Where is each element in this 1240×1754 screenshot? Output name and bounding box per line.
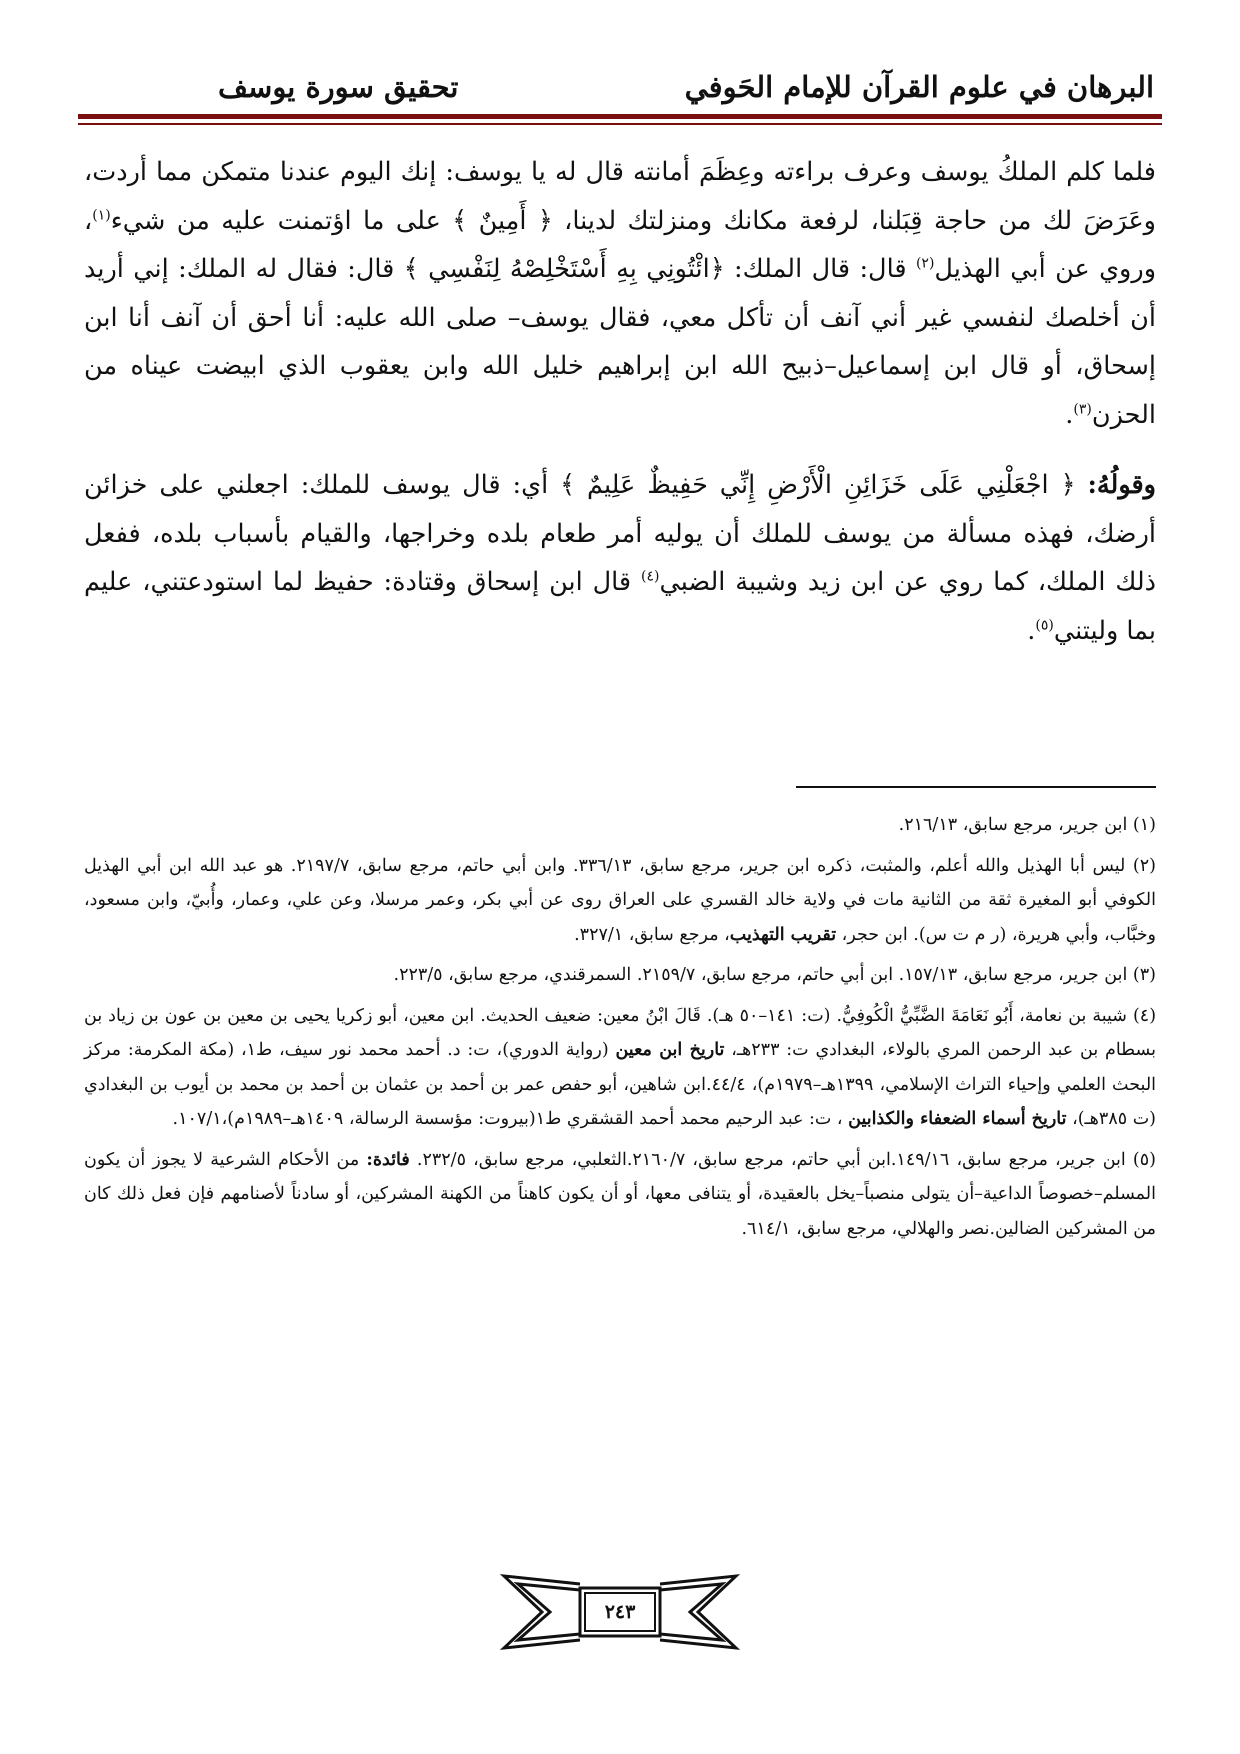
header-rule-thick (78, 114, 1162, 119)
footnote-4 (84, 999, 1156, 1137)
header-rule-thin (78, 123, 1162, 125)
para2-text-2: قال ابن إسحاق وقتادة: حفيظ لما استودعتني، عليم بما وليتني (84, 567, 1156, 646)
paragraph-2 (84, 461, 1156, 655)
book-title: البرهان في علوم القرآن للإمام الحَوفي (684, 70, 1154, 104)
footnote-4-text: (٤) شيبة بن نعامة، أَبُو نَعَامَةَ الضَّبِّيُّ الْكُوفِيُّ. (ت: ١٤١–٥٠ هـ). قَالَ ابْنُ معين: ضعيف الحديث. ابن معين، أبو زكريا يحيى بن معين بن عون بن زياد بن بسطام بن عبد الرحمن المري بالولاء، البغدادي ت: ٢٣٣هـ، (84, 1005, 1157, 1060)
footnote-separator (796, 786, 1156, 788)
footnote-5-end: من الأحكام الشرعية لا يجوز أن يكون المسلم–خصوصاً الداعية–أن يتولى منصباً–يخل بالعقيدة، أو يتنافى معها، أو أن يكون كاهناً من الكهنة المشركين، أو سادناً لأصنامهم فإن فعل ذلك كان من المشركين الضالين.نصر والهلالي، مرجع سابق، ٦١٤/١. (84, 1149, 1156, 1239)
footnote-2-text: (٢) ليس أبا الهذيل والله أعلم، والمثبت، ذكره ابن جرير، مرجع سابق، ٣٣٦/١٣. وابن أبي حاتم، مرجع سابق، ٢١٩٧/٧. هو عبد الله ابن أبي الهذيل الكوفي أبو المغيرة ثقة من الثانية مات في ولاية خالد القسري على العراق روى عن أبي بكر، وعمر مرسلا، وعن علي، وعمار، وأُبيّ، وابن مسعود، وخبَّاب، وأبي هريرة، (ر م ت س). ابن حجر، (84, 855, 1156, 945)
footnote-4-bold-2: تاريخ أسماء الضعفاء والكذابين (848, 1109, 1067, 1129)
para2-lead: وقولُهُ: (1087, 470, 1156, 500)
footnote-ref-2[interactable]: (٢) (915, 255, 935, 272)
footnote-4-bold-1: تاريخ ابن معين (615, 1040, 725, 1060)
footnote-ref-4[interactable]: (٤) (641, 568, 660, 585)
footnote-2-end: ، مرجع سابق، ٣٢٧/١. (574, 924, 730, 945)
footnote-5-bold: فائدة: (366, 1149, 410, 1170)
page-number-ornament (500, 1572, 740, 1652)
running-header (78, 70, 1162, 110)
section-title: تحقيق سورة يوسف (218, 70, 459, 104)
footnote-ref-1[interactable]: (١) (92, 207, 111, 223)
paragraph-1 (84, 148, 1156, 439)
para2-text-3: . (1027, 615, 1036, 646)
footnote-4-end: ، ت: عبد الرحيم محمد أحمد القشقري ط١(بيروت: مؤسسة الرسالة، ١٤٠٩هـ–١٩٨٩م)،١٠٧/١. (172, 1109, 849, 1129)
footnote-ref-3[interactable]: (٣) (1073, 401, 1092, 417)
footnotes (84, 808, 1156, 1252)
footnote-2-bold: تقريب التهذيب (729, 924, 837, 945)
footnote-ref-5[interactable]: (٥) (1035, 617, 1054, 633)
footnote-4-mid: (رواية الدوري)، ت: د. أحمد محمد نور سيف، ط١، (مكة المكرمة: مركز البحث العلمي وإحياء التراث الإسلامي، ١٣٩٩هـ–١٩٧٩م)، ٤٤/٤.ابن شاهين، أبو حفص عمر بن أحمد بن عثمان بن أحمد بن محمد بن أيوب بن البغدادي (ت ٣٨٥هـ)، (84, 1040, 1157, 1129)
page-number: ٢٤٣ (604, 1601, 636, 1623)
para2-text-1: ﴿ اجْعَلْنِي عَلَى خَزَائِنِ الْأَرْضِ إِنِّي حَفِيظٌ عَلِيمٌ ﴾ أي: قال يوسف للملك: اجعلني على خزائن أرضك، فهذه مسألة من يوسف للملك أن يوليه أمر طعام بلده وخراجها، والقيام بأسباب بلده، ففعل ذلك الملك، كما روي عن ابن زيد وشيبة الضبي (84, 470, 1156, 597)
footnote-1: (١) ابن جرير، مرجع سابق، ٢١٦/١٣. (898, 815, 1156, 835)
footnote-5-text: (٥) ابن جرير، مرجع سابق، ١٤٩/١٦.ابن أبي حاتم، مرجع سابق، ٢١٦٠/٧.الثعلبي، مرجع سابق، ٢٣٢/٥. (416, 1149, 1156, 1170)
para1-text-4: . (1065, 399, 1074, 430)
main-text (84, 148, 1156, 655)
para1-text-2: ، وروي عن أبي الهذيل (84, 205, 1157, 284)
footnote-3: (٣) ابن جرير، مرجع سابق، ١٥٧/١٣. ابن أبي حاتم، مرجع سابق، ٢١٥٩/٧. السمرقندي، مرجع سابق، ٢٢٣/٥. (393, 965, 1156, 985)
footnote-2 (84, 849, 1156, 953)
footnote-5 (84, 1143, 1156, 1247)
para1-text-3: قال: قال الملك: ﴿ائْتُونِي بِهِ أَسْتَخْلِصْهُ لِنَفْسِي ﴾ قال: فقال له الملك: إني أريد أن أخلصك لنفسي غير أني آنف أن تأكل معي، فقال يوسف– صلى الله عليه: أنا أحق أن آنف أنا ابن إسحاق، أو قال ابن إسماعيل–ذبيح الله ابن إبراهيم خليل الله وابن يعقوب الذي ابيضت عيناه من الحزن (84, 254, 1156, 430)
para1-text-1: فلما كلم الملكُ يوسف وعرف براءته وعِظَمَ أمانته قال له يا يوسف: إنك اليوم عندنا متمكن مما أردت، وعَرَضَ لك من حاجة قِبَلنا، لرفعة مكانك ومنزلتك لدينا، ﴿ أَمِينٌ ﴾ على ما اؤتمنت عليه من شيء (84, 157, 1156, 236)
